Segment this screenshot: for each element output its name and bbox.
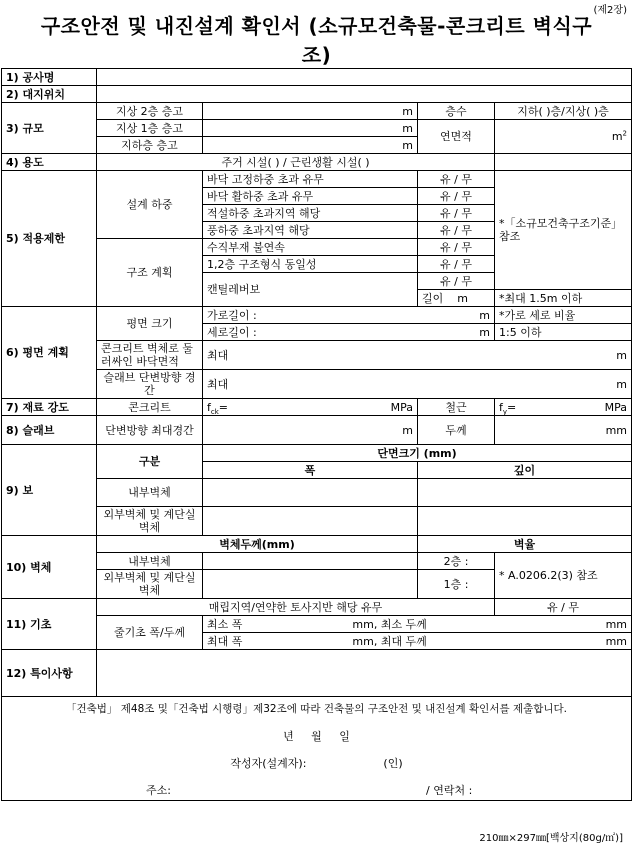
title-line-2: 조) xyxy=(301,43,332,67)
plan-size-label: 평면 크기 xyxy=(97,307,203,341)
wall-interior-label: 내부벽체 xyxy=(97,553,203,570)
wall-interior-field[interactable] xyxy=(203,553,418,570)
site-location-label: 2) 대지위치 xyxy=(2,86,97,103)
vertical-discontinuity-label: 수직부재 불연속 xyxy=(203,239,418,256)
slab-max-span-label: 단변방향 최대경간 xyxy=(97,416,203,445)
slab-thickness-label: 두께 xyxy=(418,416,495,445)
soft-ground-label: 매립지역/연약한 토사지반 해당 유무 xyxy=(97,599,495,616)
site-location-field[interactable] xyxy=(97,86,632,103)
cantilever-label: 캔틸레버보 xyxy=(203,273,418,307)
slab-span-field[interactable] xyxy=(203,370,632,399)
usage-label: 4) 용도 xyxy=(2,154,97,171)
beam-division-label: 구분 xyxy=(97,445,203,479)
fck-subscript: ck xyxy=(210,407,219,416)
wall-label: 10) 벽체 xyxy=(2,536,97,599)
floor1-height-label: 지상 1층 층고 xyxy=(97,120,203,137)
fy-field[interactable] xyxy=(495,399,632,416)
remarks-field[interactable] xyxy=(97,650,632,697)
cantilever-length-note: *최대 1.5m 이하 xyxy=(495,290,632,307)
beam-label: 9) 보 xyxy=(2,445,97,536)
footing-min-width-unit: mm xyxy=(352,617,374,631)
footing-min-field[interactable] xyxy=(203,616,632,633)
usage-field[interactable]: 주거 시설( ) / 근린생활 시설( ) xyxy=(97,154,495,171)
wall-exterior-field[interactable] xyxy=(203,570,418,599)
project-name-field[interactable] xyxy=(97,69,632,86)
design-load-label: 설계 하중 xyxy=(97,171,203,239)
footing-max-thickness-label: 최대 두께 xyxy=(380,634,427,648)
beam-depth-header: 깊이 xyxy=(418,462,632,479)
wind-load-label: 풍하중 초과지역 해당 xyxy=(203,222,418,239)
floor2-height-label: 지상 2층 층고 xyxy=(97,103,203,120)
fy-unit: MPa xyxy=(604,400,627,414)
floors-field[interactable]: 지하( )층/지상( )층 xyxy=(495,103,632,120)
plan-width-label: 가로길이 : xyxy=(207,308,257,322)
slab-span-unit: m xyxy=(616,377,627,391)
beam-interior-label: 내부벽체 xyxy=(97,479,203,507)
dead-load-yesno[interactable]: 유 / 무 xyxy=(418,171,495,188)
live-load-label: 바닥 활하중 초과 유무 xyxy=(203,188,418,205)
slab-span-max: 최대 xyxy=(207,377,229,391)
concrete-label: 콘크리트 xyxy=(97,399,203,416)
address-label: 주소: xyxy=(146,784,171,797)
unit-m2: m xyxy=(611,130,623,143)
form-table xyxy=(1,68,632,801)
basement-height-label: 지하층 층고 xyxy=(97,137,203,154)
live-load-yesno[interactable]: 유 / 무 xyxy=(418,188,495,205)
submission-block xyxy=(2,697,632,801)
footing-max-thickness-unit: mm xyxy=(605,634,627,648)
plan-width-field[interactable] xyxy=(203,307,495,324)
rebar-label: 철근 xyxy=(418,399,495,416)
wall-area-field[interactable] xyxy=(203,341,632,370)
floor2-height-field[interactable]: m xyxy=(203,103,418,120)
paper-spec: 210㎜×297㎜[백상지(80g/㎡)] xyxy=(479,833,623,844)
material-strength-label: 7) 재료 강도 xyxy=(2,399,97,416)
total-area-label: 연면적 xyxy=(418,120,495,154)
ratio-note-2: 1:5 이하 xyxy=(495,324,632,341)
wall-area-label: 콘크리트 벽체로 둘러싸인 바닥면적 xyxy=(97,341,203,370)
same-structure-yesno[interactable]: 유 / 무 xyxy=(418,256,495,273)
slab-thickness-field[interactable]: mm xyxy=(495,416,632,445)
cantilever-length-field[interactable] xyxy=(418,290,495,307)
title-line-1: 구조안전 및 내진설계 확인서 (소규모건축물-콘크리트 벽식구 xyxy=(40,14,593,38)
wall-ratio-header: 벽율 xyxy=(418,536,632,553)
vertical-discontinuity-yesno[interactable]: 유 / 무 xyxy=(418,239,495,256)
footing-min-comma: , xyxy=(373,617,378,631)
page-title xyxy=(0,12,633,70)
snow-load-yesno[interactable]: 유 / 무 xyxy=(418,205,495,222)
slab-max-span-field[interactable]: m xyxy=(203,416,418,445)
contact-label: / 연락처 : xyxy=(426,784,473,797)
plan-depth-unit: m xyxy=(479,325,490,339)
wall-ratio-note: * A.0206.2(3) 참조 xyxy=(495,553,632,599)
wall-ratio-floor2[interactable]: 2층 : xyxy=(418,553,495,570)
cantilever-length-label: 길이 xyxy=(422,291,444,305)
author-seal[interactable]: (인) xyxy=(383,757,403,770)
fck-eq: = xyxy=(218,400,228,414)
plan-depth-label: 세로길이 : xyxy=(207,325,257,339)
restrictions-note: *「소규모건축구조기준」참조 xyxy=(495,171,632,290)
beam-interior-depth[interactable] xyxy=(418,479,632,507)
slab-label: 8) 슬래브 xyxy=(2,416,97,445)
remarks-label: 12) 특이사항 xyxy=(2,650,97,697)
floors-label: 층수 xyxy=(418,103,495,120)
footing-max-comma: , xyxy=(373,634,378,648)
beam-exterior-label: 외부벽체 및 계단실 벽체 xyxy=(97,507,203,536)
cantilever-length-unit: m xyxy=(457,291,468,305)
wall-ratio-floor1[interactable]: 1층 : xyxy=(418,570,495,599)
wall-area-max: 최대 xyxy=(207,348,229,362)
beam-section-label: 단면크기 (mm) xyxy=(203,445,632,462)
beam-interior-width[interactable] xyxy=(203,479,418,507)
cantilever-yesno[interactable]: 유 / 무 xyxy=(418,273,495,290)
plan-width-unit: m xyxy=(479,308,490,322)
beam-width-header: 폭 xyxy=(203,462,418,479)
wind-load-yesno[interactable]: 유 / 무 xyxy=(418,222,495,239)
fy-symbol: f xyxy=(499,400,503,414)
footing-label: 줄기초 폭/두께 xyxy=(97,616,203,650)
submission-statement: 「건축법」 제48조 및「건축법 시행령」제32조에 따라 건축물의 구조안전 및 내진설계 확인서를 제출합니다. xyxy=(65,703,567,715)
footing-max-width-label: 최대 폭 xyxy=(207,634,243,648)
foundation-label: 11) 기초 xyxy=(2,599,97,650)
usage-blank xyxy=(495,154,632,171)
same-structure-label: 1,2층 구조형식 동일성 xyxy=(203,256,418,273)
dead-load-label: 바닥 고정하중 초과 유무 xyxy=(203,171,418,188)
plan-depth-field[interactable] xyxy=(203,324,495,341)
project-name-label: 1) 공사명 xyxy=(2,69,97,86)
author-label: 작성자(설계자): xyxy=(230,757,307,770)
total-area-field[interactable] xyxy=(495,120,632,154)
unit-m2-sup: 2 xyxy=(622,129,627,138)
beam-exterior-width[interactable] xyxy=(203,507,418,536)
fck-unit: MPa xyxy=(390,400,413,414)
footing-min-width-label: 최소 폭 xyxy=(207,617,243,631)
wall-area-unit: m xyxy=(616,348,627,362)
wall-thickness-header: 벽체두께(mm) xyxy=(97,536,418,553)
submission-date[interactable]: 년 월 일 xyxy=(283,730,350,743)
form-number: (제2장) xyxy=(593,5,627,16)
basement-height-field[interactable]: m xyxy=(203,137,418,154)
ratio-note-1: *가로 세로 비율 xyxy=(495,307,632,324)
floor1-height-field[interactable]: m xyxy=(203,120,418,137)
restrictions-label: 5) 적용제한 xyxy=(2,171,97,307)
scale-label: 3) 규모 xyxy=(2,103,97,154)
footing-min-thickness-unit: mm xyxy=(605,617,627,631)
fy-subscript: y xyxy=(502,407,508,416)
snow-load-label: 적설하중 초과지역 해당 xyxy=(203,205,418,222)
beam-exterior-depth[interactable] xyxy=(418,507,632,536)
fck-symbol: f xyxy=(207,400,211,414)
plan-label: 6) 평면 계획 xyxy=(2,307,97,399)
slab-span-label: 슬래브 단변방향 경간 xyxy=(97,370,203,399)
soft-ground-yesno[interactable]: 유 / 무 xyxy=(495,599,632,616)
footing-max-field[interactable] xyxy=(203,633,632,650)
fy-eq: = xyxy=(507,400,517,414)
footing-min-thickness-label: 최소 두께 xyxy=(380,617,427,631)
wall-exterior-label: 외부벽체 및 계단실 벽체 xyxy=(97,570,203,599)
structural-plan-label: 구조 계획 xyxy=(97,239,203,307)
footing-max-width-unit: mm xyxy=(352,634,374,648)
fck-field[interactable] xyxy=(203,399,418,416)
